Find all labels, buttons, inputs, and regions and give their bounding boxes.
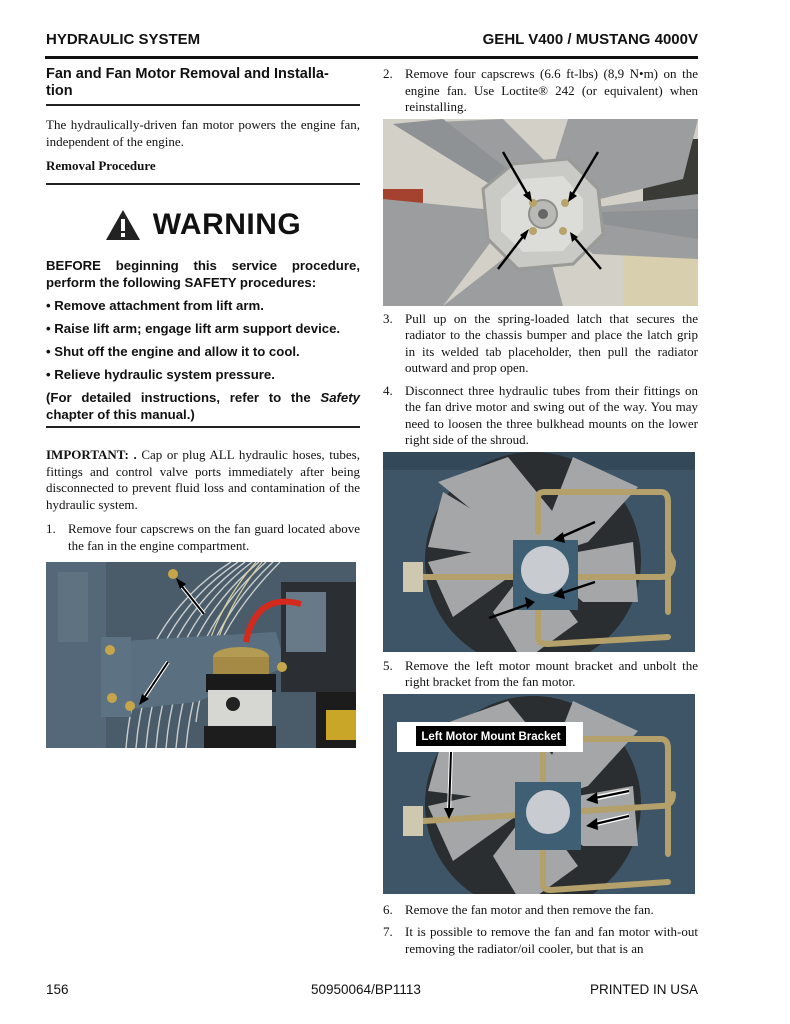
fan-hub-photo [383,119,698,306]
header-rule [45,56,698,59]
right-column [383,64,698,957]
step-number: 1. [46,521,56,536]
section-title [46,66,360,100]
section-title-line2: tion [46,83,73,99]
step-number: 3. [383,310,393,326]
important-label: IMPORTANT: . [46,447,137,462]
section-title-line1: Fan and Fan Motor Removal and Installa- [46,66,329,82]
printed-in-usa: PRINTED IN USA [589,982,698,997]
warning-bullet: • Relieve hydraulic system pressure. [46,367,275,382]
warning-note-suffix: chapter of this manual.) [46,407,195,422]
warning-triangle-icon [105,209,141,241]
fan-motor-tubes-photo [383,452,695,652]
step-text: Remove the left motor mount bracket and unbolt the right bracket from the fan motor. [405,657,698,689]
callout-label: Left Motor Mount Bracket [421,730,561,743]
step-6 [383,902,698,919]
step-2 [383,66,698,116]
important-note [46,447,360,513]
warning-note [46,389,360,423]
warning-banner [46,205,360,245]
step-5 [383,658,698,691]
important-text: Cap or plug ALL hydraulic hoses, tubes, fittings and control valve ports immediately after being disconnected to prevent fluid loss and contamination of the hydraulic system. [46,447,360,512]
step-7 [383,924,698,957]
left-column [46,64,360,748]
step-number: 6. [383,901,393,917]
step-number: 7. [383,924,393,939]
warning-rule [46,426,360,428]
step-number: 2. [383,66,393,81]
step-number: 4. [383,382,393,398]
motor-bracket-photo [383,694,695,894]
warning-lead: BEFORE beginning this service procedure, perform the following SAFETY procedures: [46,258,360,290]
step-text: Pull up on the spring-loaded latch that secures the radiator to the chassis bumper and place the latch grip in its welded tab placeholder, then pull the radiator outward and prop open. [405,310,698,375]
subhead-rule [46,183,360,185]
warning-note-prefix: (For detailed instructions, refer to the [46,390,321,405]
warning-title: WARNING [152,208,302,241]
fan-guard-photo [46,562,356,748]
warning-bullet: • Remove attachment from lift arm. [46,298,264,313]
page-number: 156 [46,982,69,997]
intro-paragraph: The hydraulically-driven fan motor powers the engine fan, independent of the engine. [46,117,360,149]
running-header-section: HYDRAULIC SYSTEM [46,31,201,48]
warning-bullet: • Shut off the engine and allow it to cool. [46,344,300,359]
warning-note-safety-ref: Safety [320,390,360,405]
step-text: Remove the fan motor and then remove the fan. [405,901,654,917]
step-text: Disconnect three hydraulic tubes from their fittings on the fan drive motor and swing out of the way. You may need to loosen the three bulkhead mounts on the lower right side of the shroud. [405,382,698,447]
step-text: Remove four capscrews on the fan guard located above the fan in the engine compartment. [68,521,360,553]
running-header-model: GEHL V400 / MUSTANG 4000V [482,31,698,48]
removal-procedure-heading: Removal Procedure [46,158,156,173]
step-text: It is possible to remove the fan and fan motor with-out removing the radiator/oil cooler, but that is an [405,924,698,956]
step-1 [46,521,360,554]
document-code: 50950064/BP1113 [311,982,421,997]
step-text: Remove four capscrews (6.6 ft-lbs) (8,9 N•m) on the engine fan. Use Loctite® 242 (or equivalent) when reinstalling. [405,66,698,114]
step-number: 5. [383,657,393,673]
step-3 [383,311,698,377]
step-4 [383,383,698,449]
section-title-rule [46,104,360,106]
warning-bullet: • Raise lift arm; engage lift arm support device. [46,321,341,336]
